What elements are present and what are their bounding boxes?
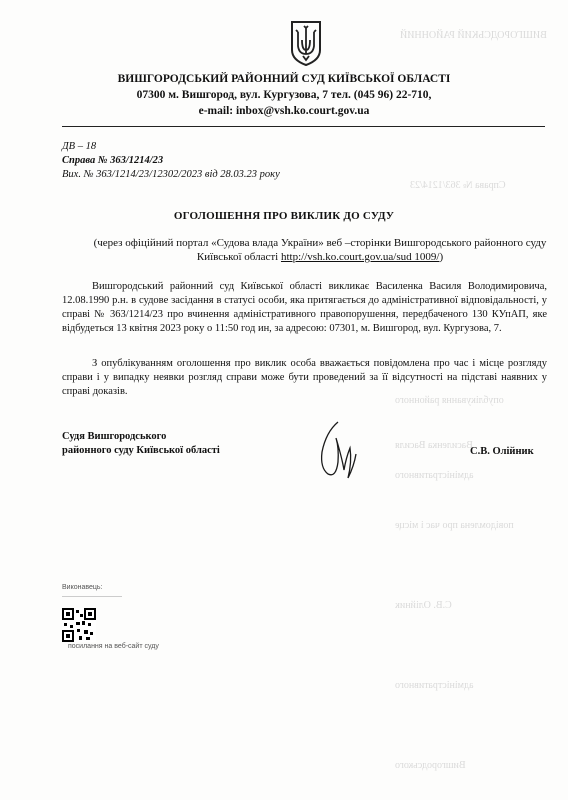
document-page: ВИШГОРОДСЬКИЙ РАЙОННИЙ Справа № 363/1214/23 опублікування районного Василенка Василя адміністративного повідомлена про час і місце С.В. Олійник адміністративного Вишгородського ВИШГОРОДСЬКИЙ РАЙОННИЙ СУД КИЇВСЬКОЇ ОБЛАСТІ 07300 м. Вишгород, вул. Кургузова, 7 тел. (045 96) 22-710, e-mail: inbox@vsh.ko.court.gov.ua ДВ – 18 Справа № 363/1214/23 Вих. № 363/1214/23/12302/2023 від 28.03.23 року ОГОЛОШЕННЯ ПРО ВИКЛИК ДО СУДУ (через офіційний портал «Судова влада України» веб –сторінки Вишгородського районного суду Київської області http://vsh.ko.court.gov.ua/sud 1009/) Вишгородський районний суд Київської області викликає Василенка Василя Володимировича, 12.08.1990 р.н. в судове засідання в статусі особи, яка притягається до адміністративної відповідальності, у справі № 363/1214/23 про вчинення адміністративного правопорушення, передбаченого 130 КУпАП, яке відбудеться 13 квітня 2023 року о 11:50 год ин, за адресою: 07301, м. Вишгород, вул. Кургузова, 7. З опублікуванням оголошення про виклик особа вважається повідомлена про час і місце розгляду справи і у випадку неявки розгляд справи може бути проведений за її відсутності на підставі наявних у справі доказів. Судя Вишгородського районного суду Київської області С.В. Олійник Виконавець: посилання на веб-сайт суду xyxy=(0,0,568,800)
judge-title-line2: районного суду Київської області xyxy=(62,445,220,456)
handwritten-signature xyxy=(316,418,358,482)
executor-line xyxy=(62,596,122,597)
notice-subtitle xyxy=(80,236,560,264)
court-email: e-mail: inbox@vsh.ko.court.gov.ua xyxy=(198,105,370,117)
ukraine-coat-of-arms-icon xyxy=(289,20,323,66)
qr-caption: посилання на веб-сайт суду xyxy=(68,643,159,650)
notification-paragraph: З опублікуванням оголошення про виклик особа вважається повідомлена про час і місце розгляду справи і у випадку неявки розгляд справи може бути проведений за її відсутності на підставі наявних у справі доказів. xyxy=(62,358,547,397)
court-website-link[interactable]: http://vsh.ko.court.gov.ua/sud 1009/ xyxy=(280,251,440,263)
summons-paragraph: Вишгородський районний суд Київської області викликає Василенка Василя Володимировича, 12.08.1990 р.н. в судове засідання в статусі особи, яка притягається до адміністративної відповідальності, у справі № 363/1214/23 про вчинення адміністративного правопорушення, передбаченого 130 КУпАП, яке відбудеться 13 квітня 2023 року о 11:50 год ин, за адресою: 07301, м. Вишгород, вул. Кургузова, 7. xyxy=(62,281,547,334)
subtitle-close: ) xyxy=(439,251,444,263)
notice-title: ОГОЛОШЕННЯ ПРО ВИКЛИК ДО СУДУ xyxy=(173,210,395,222)
header-divider xyxy=(62,126,545,127)
outgoing-number: Вих. № 363/1214/23/12302/2023 від 28.03.23 року xyxy=(62,169,280,180)
judge-title-line1: Судя Вишгородського xyxy=(62,431,167,442)
subtitle-text: (через офіційний портал «Судова влада України» веб –сторінки Вишгородського районного суду Київської області xyxy=(93,237,547,263)
court-address: 07300 м. Вишгород, вул. Кургузова, 7 тел. (045 96) 22-710, xyxy=(136,89,432,101)
court-name: ВИШГОРОДСЬКИЙ РАЙОННИЙ СУД КИЇВСЬКОЇ ОБЛАСТІ xyxy=(117,73,451,85)
judge-name: С.В. Олійник xyxy=(470,446,534,457)
case-number: Справа № 363/1214/23 xyxy=(62,155,164,166)
judge-title xyxy=(62,430,220,458)
doc-code: ДВ – 18 xyxy=(62,141,97,152)
qr-code-icon[interactable] xyxy=(62,608,96,642)
executor-label: Виконавець: xyxy=(62,584,103,591)
